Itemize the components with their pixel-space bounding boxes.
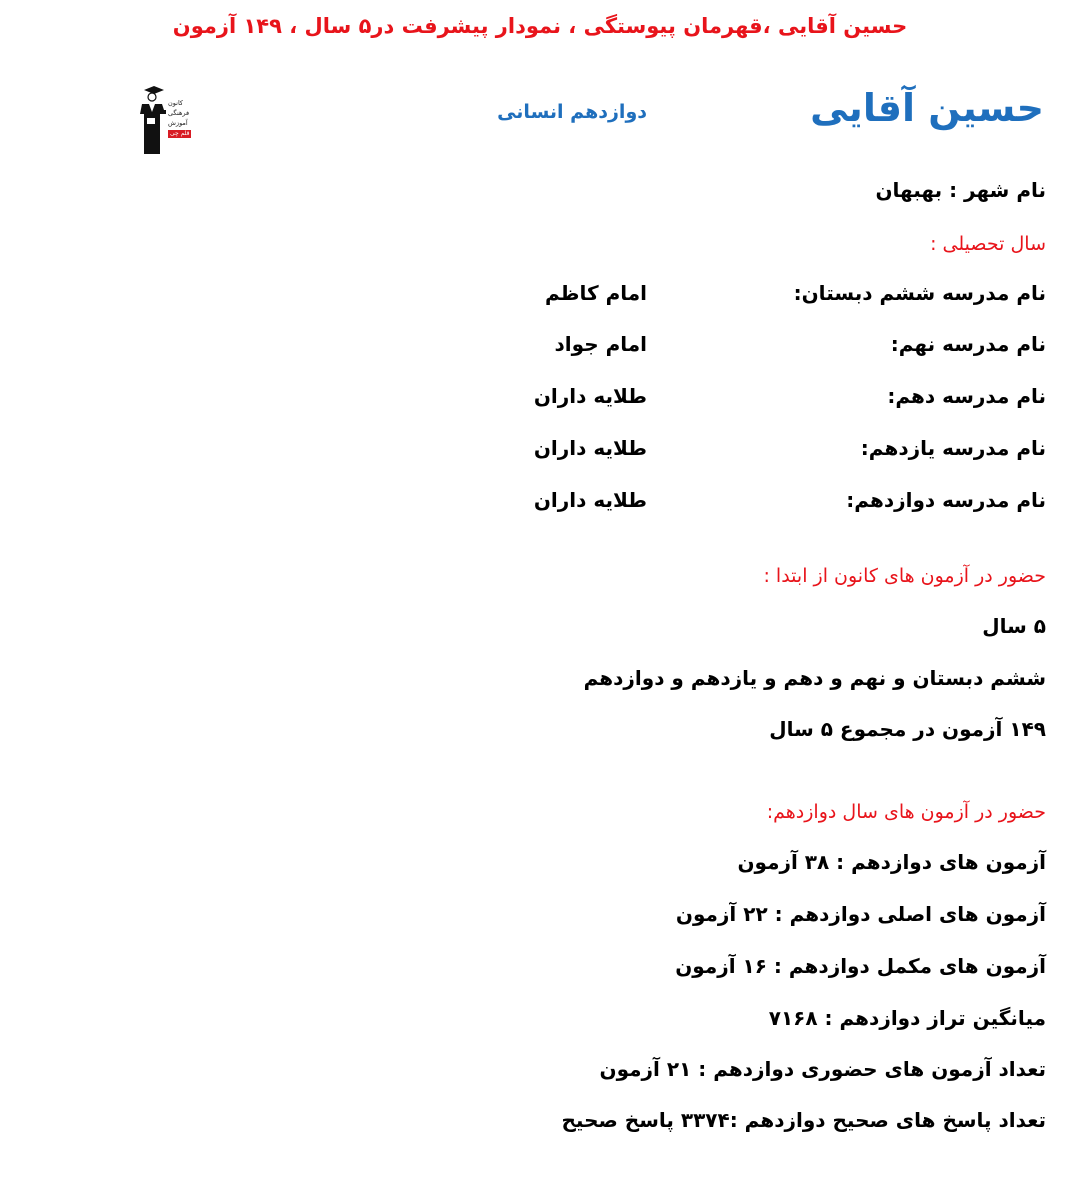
- attendance-total-exams: ۱۴۹ آزمون در مجموع ۵ سال: [769, 717, 1046, 741]
- student-name: حسین آقایی: [810, 86, 1044, 130]
- grade12-main-exams: آزمون های اصلی دوازدهم : ۲۲ آزمون: [675, 902, 1046, 926]
- school-label-9th: نام مدرسه نهم:: [890, 332, 1046, 356]
- graduate-figure-icon: [138, 84, 166, 154]
- logo-line-1: کانون: [168, 99, 184, 107]
- logo-line-3: آموزش: [168, 119, 188, 127]
- school-value-11th: طلایه داران: [533, 436, 647, 460]
- grade12-average-score: میانگین تراز دوازدهم : ۷۱۶۸: [768, 1006, 1046, 1030]
- kanoon-logo: [138, 84, 198, 156]
- attendance-since-start-heading: حضور در آزمون های کانون از ابتدا :: [763, 565, 1046, 587]
- grade-label: دوازدهم انسانی: [497, 101, 647, 123]
- school-value-6th: امام کاظم: [544, 281, 647, 305]
- grade12-in-person-exams: تعداد آزمون های حضوری دوازدهم : ۲۱ آزمون: [599, 1057, 1046, 1081]
- school-value-12th: طلایه داران: [533, 488, 647, 512]
- school-value-10th: طلایه داران: [533, 384, 647, 408]
- attendance-years: ۵ سال: [982, 614, 1046, 638]
- page-title: حسین آقایی ،قهرمان پیوستگی ، نمودار پیشرفت در۵ سال ، ۱۴۹ آزمون: [172, 14, 908, 38]
- logo-line-2: فرهنگی: [168, 109, 190, 117]
- school-value-9th: امام جواد: [554, 332, 647, 356]
- logo-text: [168, 98, 198, 138]
- grade12-total-exams: آزمون های دوازدهم : ۳۸ آزمون: [737, 850, 1046, 874]
- attendance-grades: ششم دبستان و نهم و دهم و یازدهم و دوازدهم: [583, 666, 1046, 690]
- academic-year-heading: سال تحصیلی :: [930, 233, 1046, 255]
- grade12-supplementary-exams: آزمون های مکمل دوازدهم : ۱۶ آزمون: [675, 954, 1046, 978]
- attendance-grade12-heading: حضور در آزمون های سال دوازدهم:: [766, 801, 1046, 823]
- school-label-10th: نام مدرسه دهم:: [887, 384, 1046, 408]
- school-label-6th: نام مدرسه ششم دبستان:: [793, 281, 1046, 305]
- city-line: نام شهر : بهبهان: [875, 178, 1046, 202]
- school-label-12th: نام مدرسه دوازدهم:: [846, 488, 1046, 512]
- grade12-correct-answers: تعداد پاسخ های صحیح دوازدهم :۳۳۷۴ پاسخ صحیح: [561, 1108, 1046, 1132]
- school-label-11th: نام مدرسه یازدهم:: [860, 436, 1046, 460]
- logo-badge: قلم چی: [170, 130, 190, 137]
